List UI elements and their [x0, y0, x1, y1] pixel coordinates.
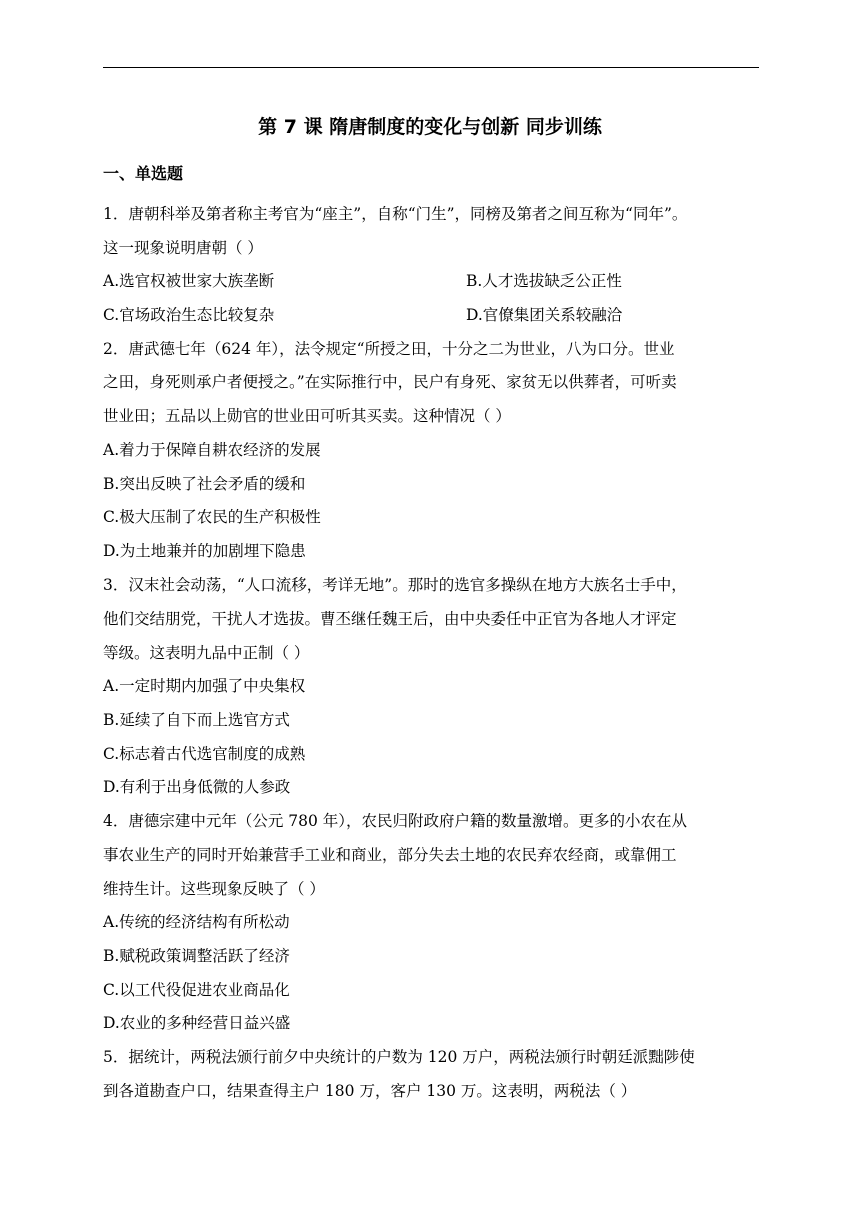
- option-c: C.官场政治生态比较复杂: [103, 306, 275, 324]
- question-3-option-b: B.延续了自下而上选官方式: [103, 711, 290, 729]
- question-2-option-b: B.突出反映了社会矛盾的缓和: [103, 475, 306, 493]
- option-d: D.官僚集团关系较融洽: [466, 306, 623, 324]
- question-1-option-row-1: [103, 271, 622, 291]
- option-a: A.选官权被世家大族垄断: [103, 272, 275, 290]
- question-2-option-a: A.着力于保障自耕农经济的发展: [103, 441, 321, 459]
- question-2-option-d: D.为土地兼并的加剧埋下隐患: [103, 542, 306, 560]
- question-2-stem-line-1: 2．唐武德七年（624 年），法令规定“所授之田，十分之二为世业，八为口分。世业: [103, 340, 675, 358]
- question-3-option-a: A.一定时期内加强了中央集权: [103, 677, 306, 695]
- question-1-option-row-2: [103, 305, 623, 325]
- question-4-option-b: B.赋税政策调整活跃了经济: [103, 947, 290, 965]
- question-5-stem-line-1: 5．据统计，两税法颁行前夕中央统计的户数为 120 万户，两税法颁行时朝廷派黜陟使: [103, 1048, 695, 1066]
- question-3-stem-line-3: 等级。这表明九品中正制（ ）: [103, 644, 310, 662]
- question-4-stem-line-3: 维持生计。这些现象反映了（ ）: [103, 880, 325, 898]
- page-title: 第 7 课 隋唐制度的变化与创新 同步训练: [258, 116, 602, 138]
- question-3-option-d: D.有利于出身低微的人参政: [103, 778, 291, 796]
- question-4-stem-line-2: 事农业生产的同时开始兼营手工业和商业，部分失去土地的农民弃农经商，或靠佣工: [103, 846, 677, 864]
- question-2-option-c: C.极大压制了农民的生产积极性: [103, 508, 321, 526]
- option-b: B.人才选拔缺乏公正性: [466, 272, 622, 290]
- question-3-option-c: C.标志着古代选官制度的成熟: [103, 745, 306, 763]
- question-4-stem-line-1: 4．唐德宗建中元年（公元 780 年），农民归附政府户籍的数量激增。更多的小农在从: [103, 812, 688, 830]
- header-rule: [103, 67, 759, 68]
- question-2-stem-line-3: 世业田；五品以上勋官的世业田可听其买卖。这种情况（ ）: [103, 407, 511, 425]
- question-1-stem-line-2: 这一现象说明唐朝（ ）: [103, 239, 263, 257]
- question-4-option-d: D.农业的多种经营日益兴盛: [103, 1014, 291, 1032]
- question-5-stem-line-2: 到各道勘查户口，结果查得主户 180 万，客户 130 万。这表明，两税法（ ）: [103, 1082, 637, 1100]
- question-3-stem-line-2: 他们交结朋党，干扰人才选拔。曹丕继任魏王后，由中央委任中正官为各地人才评定: [103, 610, 677, 628]
- question-1-stem-line-1: 1．唐朝科举及第者称主考官为“座主”，自称“门生”，同榜及第者之间互称为“同年”。: [103, 205, 688, 223]
- question-2-stem-line-2: 之田，身死则承户者便授之。”在实际推行中，民户有身死、家贫无以供葬者，可听卖: [103, 373, 677, 391]
- section-heading: 一、单选题: [103, 164, 184, 183]
- question-4-option-c: C.以工代役促进农业商品化: [103, 981, 290, 999]
- question-4-option-a: A.传统的经济结构有所松动: [103, 913, 290, 931]
- question-3-stem-line-1: 3．汉末社会动荡，“人口流移，考详无地”。那时的选官多操纵在地方大族名士手中，: [103, 576, 687, 594]
